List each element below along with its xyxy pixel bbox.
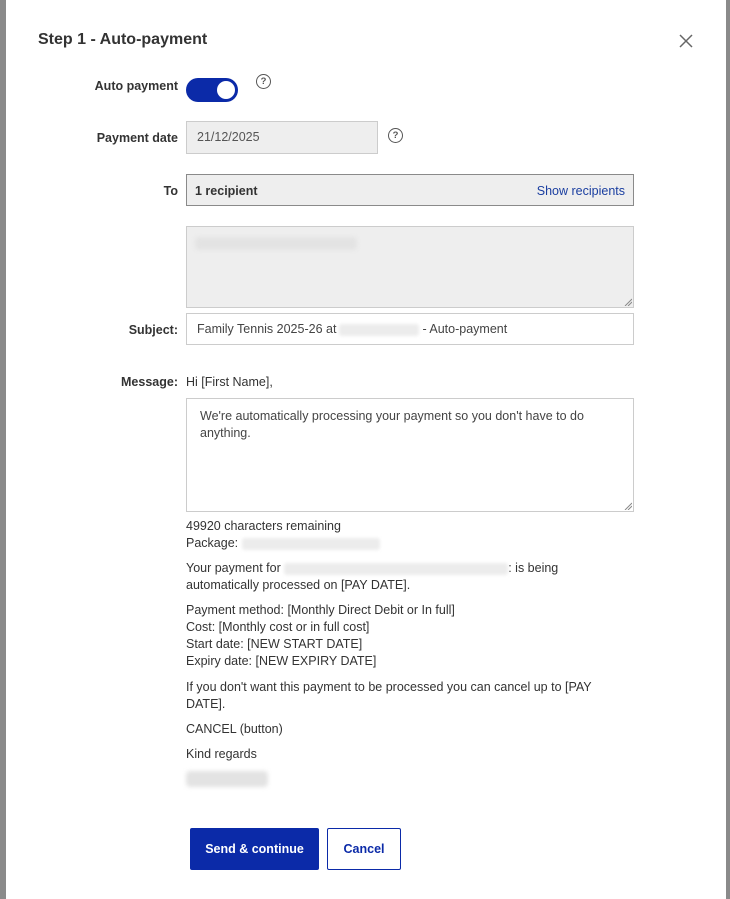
cancel-button[interactable]: Cancel xyxy=(327,828,401,870)
auto-payment-dialog xyxy=(6,0,726,899)
close-icon xyxy=(674,29,698,53)
start-date: Start date: [NEW START DATE] xyxy=(186,637,363,651)
redacted-package xyxy=(242,538,380,550)
toggle-knob xyxy=(217,81,235,99)
payment-date-field[interactable]: 21/12/2025 xyxy=(186,121,378,154)
subject-input[interactable] xyxy=(186,313,634,345)
payment-for-prefix: Your payment for xyxy=(186,561,281,575)
cost: Cost: [Monthly cost or in full cost] xyxy=(186,620,370,634)
subject-suffix: - Auto-payment xyxy=(422,322,508,336)
message-textarea[interactable] xyxy=(186,398,634,512)
cancel-note: If you don't want this payment to be processed you can cancel up to [PAY DATE]. xyxy=(186,680,592,711)
sender-textarea[interactable] xyxy=(186,226,634,308)
message-greeting: Hi [First Name], xyxy=(186,375,273,389)
subject-label: Subject: xyxy=(128,323,178,337)
payment-date-help-icon[interactable]: ? xyxy=(388,128,403,143)
background-page-right xyxy=(726,0,730,899)
message-body: We're automatically processing your payment so you don't have to do anything. xyxy=(200,409,584,440)
auto-payment-help-icon[interactable]: ? xyxy=(256,74,271,89)
show-recipients-link[interactable]: Show recipients xyxy=(536,184,625,198)
recipient-count: 1 recipient xyxy=(195,184,258,198)
payment-for-paragraph xyxy=(186,560,616,594)
redacted-venue xyxy=(339,324,419,336)
send-continue-button[interactable]: Send & continue xyxy=(190,828,319,870)
payment-method: Payment method: [Monthly Direct Debit or In full] xyxy=(186,603,455,617)
redacted-text xyxy=(195,237,357,250)
expiry-date: Expiry date: [NEW EXPIRY DATE] xyxy=(186,654,377,668)
redacted-signature xyxy=(186,771,268,787)
package-label: Package: xyxy=(186,536,239,550)
redacted-product xyxy=(284,563,508,575)
recipients-field xyxy=(186,174,634,206)
payment-date-label: Payment date xyxy=(96,131,178,145)
subject-prefix: Family Tennis 2025-26 at xyxy=(197,322,337,336)
dialog-title: Step 1 - Auto-payment xyxy=(38,31,208,48)
to-label: To xyxy=(163,184,178,198)
resize-handle-icon xyxy=(624,298,632,306)
chars-remaining: 49920 characters remaining xyxy=(186,519,341,533)
cancel-button-text: CANCEL (button) xyxy=(186,722,283,736)
resize-handle-icon xyxy=(624,502,632,510)
sign-off: Kind regards xyxy=(186,747,257,761)
message-label: Message: xyxy=(121,375,178,389)
package-line xyxy=(186,535,616,552)
payment-for-suffix: : is being automatically processed on [PAY DATE]. xyxy=(186,561,559,592)
close-button[interactable] xyxy=(674,29,698,53)
auto-payment-label: Auto payment xyxy=(94,79,178,93)
auto-payment-toggle[interactable] xyxy=(186,78,238,102)
